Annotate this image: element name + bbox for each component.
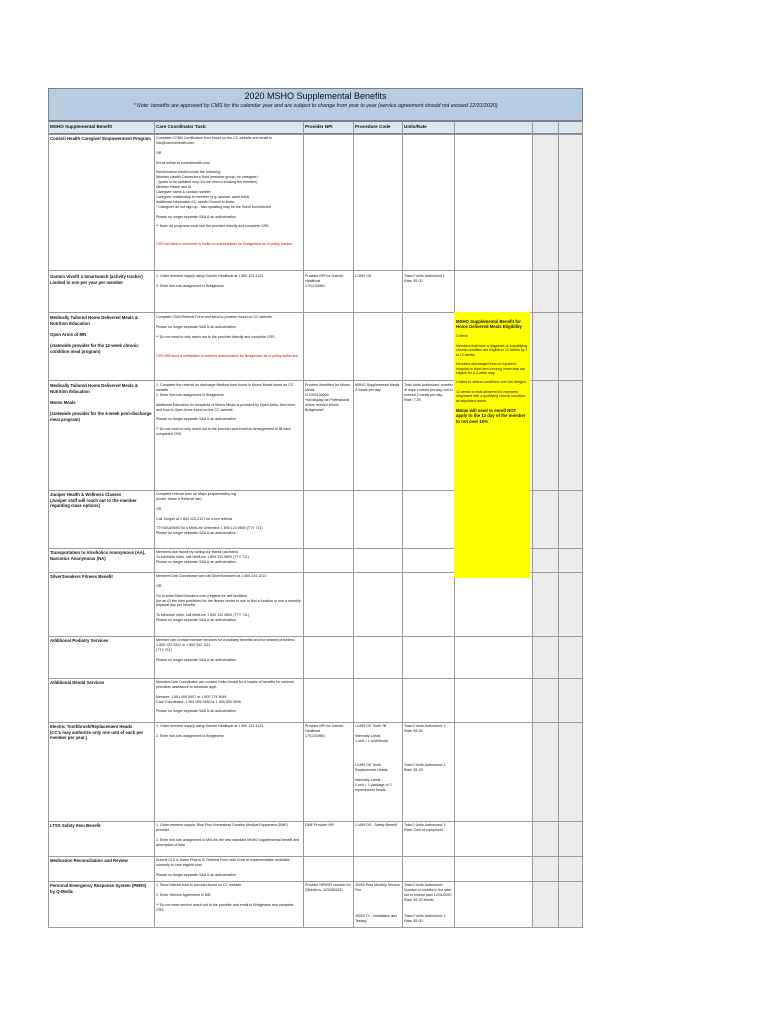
row-line	[48, 881, 583, 882]
task-cell: Submit CLS & Home Pharm IC Referral Form with Grub at Implementation available currently to care eligible.com Please no longer separate S&A & an authorization	[156, 858, 290, 877]
document-title: 2020 MSHO Supplemental Benefits	[244, 91, 387, 101]
task-cell: 1. Complete the referral for discharge Medical form found in Moms Meals found on CC website 2. Enter line-lots assignment in Bridgeview Additional Education for recipients of Moms Meals is provided by Open Arms, find more and how to Open Arms found on the CC website Please no longer separate S&A & an authorization ** Do not need to only reach out to the provider and email an arrangement to fill each completed CRS.	[156, 383, 295, 437]
benefit-cell: Conecti Health Caregiver Empowerment Program	[50, 136, 151, 141]
grid-line	[582, 121, 583, 928]
benefits-sheet	[48, 88, 583, 928]
col-header-units: Units/Rate	[404, 124, 427, 129]
col-header-code: Procedure Code	[355, 124, 391, 129]
row-line	[48, 722, 583, 723]
code-cell: L1499 OS Tooth TB Internally Lands 1 unit = 1 toothbrush	[355, 724, 388, 743]
code-cell: L1599 OS	[355, 274, 372, 278]
highlight-item: Members discharged from an Inpatient Hospital or short term nursing home stay are eligible for a 4-week stay.	[456, 361, 526, 376]
col-header-benefit: MSHO Supplemental Benefit	[50, 124, 113, 129]
npi-cell: Provider identified for Moms Meals N 1093130000 *will display as Professional where needed Moms Bridgeview*	[305, 383, 350, 412]
npi-cell: Provider NPI for Garmin Healthcat 1701234961	[305, 274, 344, 288]
row-line	[48, 856, 583, 857]
grid-line	[303, 121, 304, 928]
units-cell: Total 0 Units Authorized: 1 Rate: $1.00	[404, 763, 446, 772]
benefit-cell: SilverSneakers Fitness Benefit	[50, 574, 113, 579]
row-line	[48, 636, 583, 637]
task-cell: Complete referral form on Mayo juniperhealthy.org (under 'Make a Referral' tab) OR Call Juniper at 1 844 123-2121 for a live referral TTY/ASA/SMS for a MedLine Unlimited: 1 800 123 9800 (TTY 711) Please no longer separate S&A & an authorization	[156, 492, 263, 536]
benefit-cell: Additional Dental Services	[50, 680, 105, 685]
grid-line	[402, 121, 403, 928]
units-cell: Total 0 Units Authorized: 1 Rate: $1.00	[404, 914, 446, 923]
task-cell: 1. Order member supply: Blue Plus Homestead Durable Medical Equipment (DME) provider 2. Enter line-lots assignment in MnLink the new standard MSHO supplemental benefit and description of item	[156, 823, 300, 847]
npi-cell: DME Provider NPI	[305, 823, 335, 827]
col-header-npi: Provider NPI	[305, 124, 333, 129]
highlight-item: Members that have a diagnosis of a qualifying chronic condition are eligible to 12 weeks by 1 to 12 weeks.	[456, 343, 528, 357]
units-cell: Total 0 Units Authorized: Number of months in the year not to extend past 12/31/2020 Rate: $1.00 Month	[404, 883, 452, 902]
highlight-title: MSHO Supplemental Benefit for Home Delivered Meals Eligibility	[456, 318, 522, 330]
row-line	[48, 678, 583, 679]
benefit-cell: Personal Emergency Response System (PERS) by Q-Medic	[50, 883, 147, 894]
code-cell: L1499 OS Tooth Replacement Heads Internally Lands 1 unit = 1 package of 3 replacement heads	[355, 763, 392, 792]
benefit-cell: Medically Tailored Home Delivered Meals & Nutrition Education Moms Meals (statewide provider for the 4-week post-discharge meal program)	[50, 383, 152, 422]
task-cell: 1. Order member supply using Garmin Healthcat at 1 800 123 4123 2. Enter line-lots assignment in Bridgeview	[156, 724, 264, 738]
npi-cell: Provider NPI/NPI number for QMedic is: 1234563331	[305, 883, 351, 892]
grid-line	[558, 121, 559, 928]
task-cell: Member/Care Coordinator can contact Delta Dental for a copies of benefits for network providers assistance to schedule appt. Member: 1 651 406 5907 or 1 800 774 9049 Care Coordinator: 1 651 994 5189 or 1 800 553 9536 Please no longer separate S&A & an authorization	[156, 680, 294, 714]
benefit-cell: Medically Tailored Home Delivered Meals & Nutrition Education Open Arms of MN (statewide provider for the 12-week chronic condition meal program)	[50, 315, 139, 354]
highlight-item: Moms will need to enroll NOT apply to the 12 day of the member to not over 10%	[456, 407, 526, 425]
units-cell: Total 0 Units Authorized: 1 Rate: Cost of equipment	[404, 823, 446, 832]
benefit-cell: Additional Podiatry Services	[50, 638, 109, 643]
code-cell: L1499 OS - Safety Benefit	[355, 823, 397, 827]
grid-line	[532, 121, 533, 928]
grid-line	[154, 121, 155, 928]
row-line	[48, 134, 583, 135]
highlight-text	[456, 314, 528, 429]
row-line	[48, 821, 583, 822]
benefit-cell: Juniper Health & Wellness Classes (Juniper staff will reach out to the member regarding class options)	[50, 492, 137, 509]
task-cell: Complete CMN Referral Form and send to provider found on CC website Please no longer separate S&A & an authorization ** Do not need to only reach out to the provider directly and complete CRS.	[156, 315, 276, 339]
task-cell: 1. Send referral form to provider found on CC website 2. Enter Service Agreement in MN ** Do not need service reach out to the provider and email to Bridgeview and complete CRS.	[156, 883, 294, 912]
col-header-task: Care Coordinator Task:	[156, 124, 207, 129]
row-line	[48, 270, 583, 271]
highlight-item: 12 weeks a meal delivered for members diagnosed with a qualifying chronic condition as stipulated above	[456, 389, 526, 403]
benefit-cell: Electric Toothbrush/Replacement Heads (CC's may authorize only one unit of each per member per year.)	[50, 724, 144, 741]
highlight-criteria-label: Criteria:	[456, 334, 469, 339]
task-cell: 1. Order member supply using Garmin Healthcat at 1 800 123 4123 2. Enter line-lots assignment in Bridgeview	[156, 274, 264, 288]
task-cell: Complete CONN Certification form found on the CC website and email to info@conectihealth.com OR Enroll online at conectihealth.com Send/receive email include the following: Member Health Connector's Hold (member group; for caregiver) - (years to be updated only. Do we need a chosing the member) Member Name and ID Caregiver name & contact number Caregiver relationship to member (e.g. spouse, adult child) Additional information CC needs Conecti to know * Caregiver do not sign up - also updating may be the fluent tool indicted Please no longer separate S&A & an authorization ** Note: All programs must use the provider directly and complete CRS.	[156, 136, 273, 229]
benefit-cell: LTSS Safety Item Benefit	[50, 823, 101, 828]
npi-cell: Provider NPI for Garmin Healthcat 1701234961	[305, 724, 344, 738]
row-line	[48, 927, 583, 928]
code-cell: J0000 Pers Monthly Service Fee	[355, 883, 400, 892]
task-cell: Member/Care Coordinator can call SilverSneakers at 1 800 234 1213 OR Go to www.SilverSneakers.com (register for self facilities) (for an ID the form published for the fitness center to use to find a location or use a monthly physical day per benefit) To schedule rides, call MedLine 1 800 123 9800 (TTY 711) Please no longer separate S&A & an authorization	[156, 574, 301, 623]
task-cell-red: CRS Will send a verification to informs authorization for Bridgeview as of policy within line	[156, 354, 299, 358]
benefit-cell: Medication Reconciliation and Review	[50, 858, 128, 863]
units-cell: Total 0 Units Authorized 1 Rate: $1.00	[404, 274, 445, 283]
grid-line	[353, 121, 354, 928]
code-cell: MSHO Supplemental Meals 2 meals per day	[355, 383, 400, 392]
benefit-cell: Garmin Vivofit 4 Smartwatch (activity tracker) Limited to one per year per member	[50, 274, 143, 285]
task-cell: Member can contact member services for a podiatry benefits and list network providers 1 800 123 4321 or 1 800 342 1111 (TTY 711) Please no longer separate S&A & an authorization	[156, 638, 295, 662]
benefit-cell: Transportation to Alcoholics Anonymous (AA), Narcotics Anonymous (NA)	[50, 550, 146, 561]
code-cell: J0000 T1 - Installation and Testing	[355, 914, 398, 923]
grid-line	[48, 121, 49, 928]
task-cell: Members use transit by calling our transit (as listed) To schedule rides, call MedLine 1 800 123 9800 (TTY 711) Please no longer separate S&A & an authorization	[156, 550, 249, 564]
highlight-item: Limited to clinical conditions over the designs	[456, 380, 527, 385]
document-note: * Note: benefits are approved by CMS for the calendar year and are subject to change from year to year (service agreement should not exceed 12/31/2020)	[133, 103, 498, 109]
task-cell-red: CRS will send a comment to invite no authorization for Bridgeview as of policy tracker.	[156, 242, 293, 246]
units-cell: Total 0 Units Authorized: 1 Rate: $1.00	[404, 724, 446, 733]
units-cell: Total Units Authorized: number of days x meals per day, not to exceed 2 meals per day. Rate: 7.25	[404, 383, 453, 402]
